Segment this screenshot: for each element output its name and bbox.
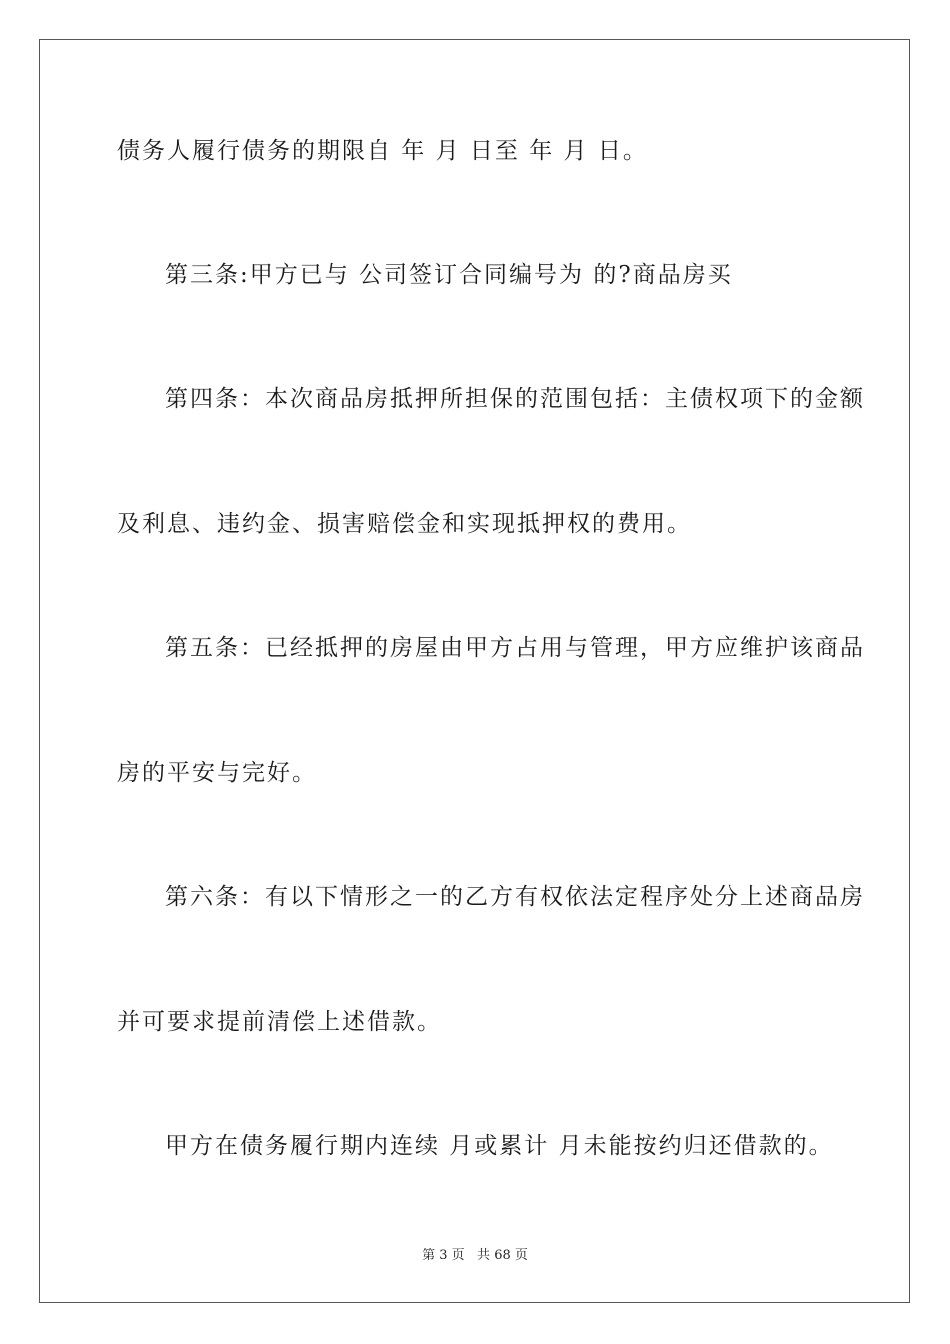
article-6-line-2: 并可要求提前清偿上述借款。 — [117, 1009, 442, 1035]
page-frame — [39, 39, 910, 1303]
article-5-line-2: 房的平安与完好。 — [117, 760, 317, 786]
article-3-line: 第三条:甲方已与 公司签订合同编号为 的?商品房买 — [165, 262, 733, 288]
article-4-line-2: 及利息、违约金、损害赔偿金和实现抵押权的费用。 — [117, 511, 692, 537]
clause-line: 甲方在债务履行期内连续 月或累计 月未能按约归还借款的。 — [165, 1133, 834, 1159]
article-6-line-1: 第六条：有以下情形之一的乙方有权依法定程序处分上述商品房 — [165, 884, 865, 910]
article-4-line-1: 第四条：本次商品房抵押所担保的范围包括：主债权项下的金额 — [165, 386, 865, 412]
page-number-footer: 第 3 页 共 68 页 — [422, 1248, 528, 1263]
paragraph-line-1: 债务人履行债务的期限自 年 月 日至 年 月 日。 — [117, 138, 648, 164]
article-5-line-1: 第五条：已经抵押的房屋由甲方占用与管理，甲方应维护该商品 — [165, 635, 865, 661]
